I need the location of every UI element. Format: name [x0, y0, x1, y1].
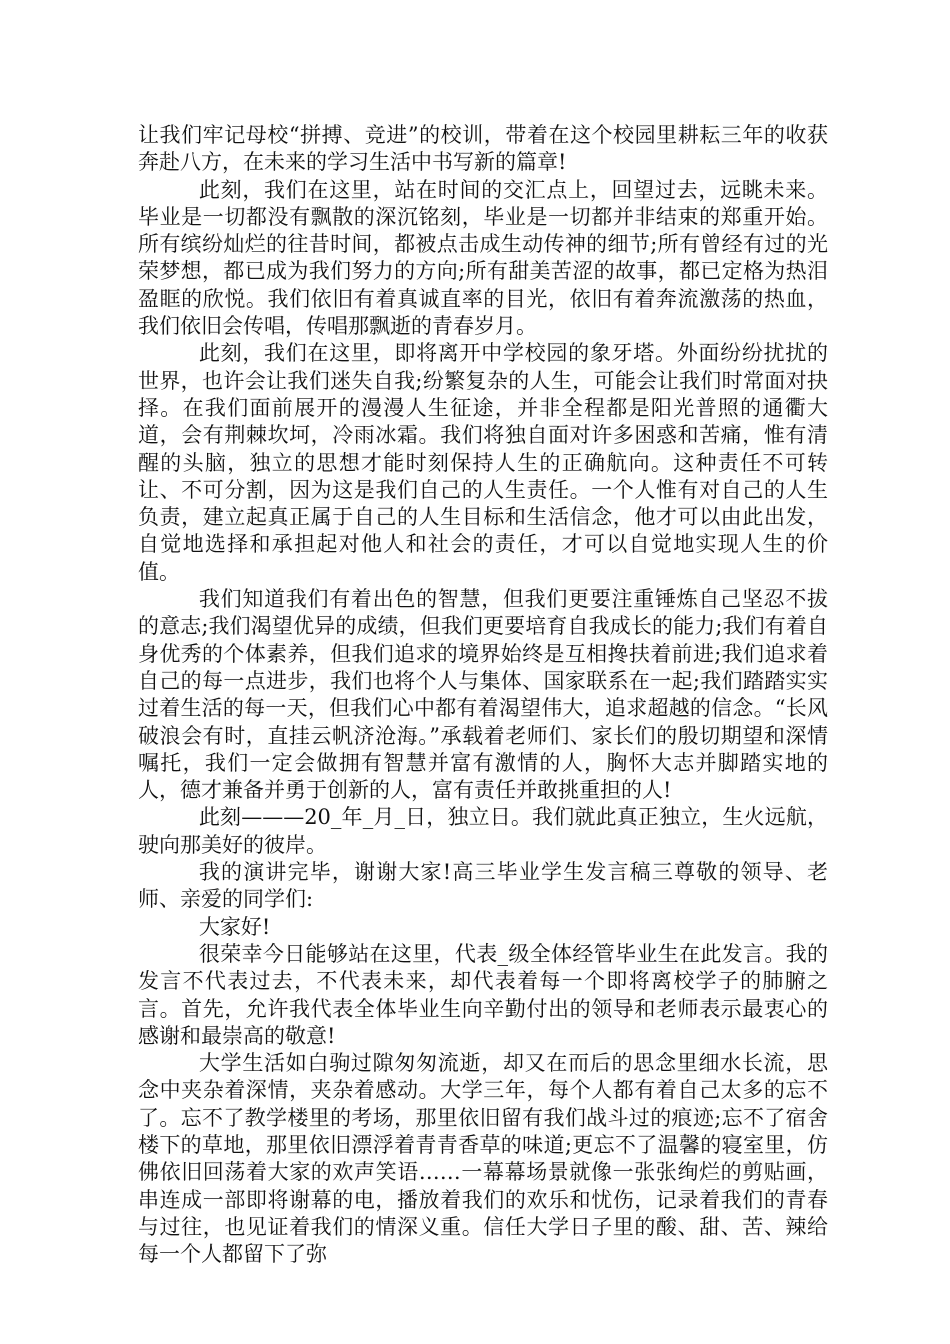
paragraph-5: 此刻———20_年_月_日，独立日。我们就此真正独立，生火远航，驶向那美好的彼岸。 [138, 805, 828, 857]
paragraph-8: 很荣幸今日能够站在这里，代表_级全体经管毕业生在此发言。我的发言不代表过去，不代表未来，却代表着每一个即将离校学子的肺腑之言。首先，允许我代表全体毕业生向辛勤付出的领导和老师表示最衷心的感谢和最崇高的敬意! [138, 941, 828, 1048]
paragraph-1: 让我们牢记母校“拼搏、竞进”的校训，带着在这个校园里耕耘三年的收获奔赴八方，在未来的学习生活中书写新的篇章! [138, 123, 828, 175]
document-body [138, 122, 828, 1268]
paragraph-9: 大学生活如白驹过隙匆匆流逝，却又在而后的思念里细水长流，思念中夹杂着深情，夹杂着感动。大学三年，每个人都有着自己太多的忘不了。忘不了教学楼里的考场，那里依旧留有我们战斗过的痕迹;忘不了宿舍楼下的草地，那里依旧漂浮着青青香草的味道;更忘不了温馨的寝室里，仿佛依旧回荡着大家的欢声笑语……一幕幕场景就像一张张绚烂的剪贴画，串连成一部即将谢幕的电，播放着我们的欢乐和忧伤，记录着我们的青春与过往，也见证着我们的情深义重。信任大学日子里的酸、甜、苦、辣给每一个人都留下了弥 [138, 1051, 828, 1267]
paragraph-3: 此刻，我们在这里，即将离开中学校园的象牙塔。外面纷纷扰扰的世界，也许会让我们迷失自我;纷繁复杂的人生，可能会让我们时常面对抉择。在我们面前展开的漫漫人生征途，并非全程都是阳光普照的通衢大道，会有荆棘坎坷，冷雨冰霜。我们将独自面对许多困惑和苦痛，惟有清醒的头脑，独立的思想才能时刻保持人生的正确航向。这种责任不可转让、不可分割，因为这是我们自己的人生责任。一个人惟有对自己的人生负责，建立起真正属于自己的人生目标和生活信念，他才可以由此出发，自觉地选择和承担起对他人和社会的责任，才可以自觉地实现人生的价值。 [138, 341, 828, 584]
paragraph-4: 我们知道我们有着出色的智慧，但我们更要注重锤炼自己坚忍不拔的意志;我们渴望优异的成绩，但我们更要培育自我成长的能力;我们有着自身优秀的个体素养，但我们追求的境界始终是互相搀扶着前进;我们追求着自己的每一点进步，我们也将个人与集体、国家联系在一起;我们踏踏实实过着生活的每一天，但我们心中都有着渴望伟大，追求超越的信念。“长风破浪会有时，直挂云帆济沧海。”承载着老师们、家长们的殷切期望和深情嘱托，我们一定会做拥有智慧并富有激情的人，胸怀大志并脚踏实地的人，德才兼备并勇于创新的人，富有责任并敢挑重担的人! [138, 587, 828, 803]
paragraph-6: 我的演讲完毕，谢谢大家!高三毕业学生发言稿三尊敬的领导、老师、亲爱的同学们: [138, 860, 828, 912]
paragraph-7: 大家好! [198, 914, 271, 939]
paragraph-2: 此刻，我们在这里，站在时间的交汇点上，回望过去，远眺未来。毕业是一切都没有飘散的深沉铭刻，毕业是一切都并非结束的郑重开始。所有缤纷灿烂的往昔时间，都被点击成生动传神的细节;所有曾经有过的光荣梦想，都已成为我们努力的方向;所有甜美苦涩的故事，都已定格为热泪盈眶的欣悦。我们依旧有着真诚直率的目光，依旧有着奔流激荡的热血，我们依旧会传唱，传唱那飘逝的青春岁月。 [138, 177, 828, 339]
